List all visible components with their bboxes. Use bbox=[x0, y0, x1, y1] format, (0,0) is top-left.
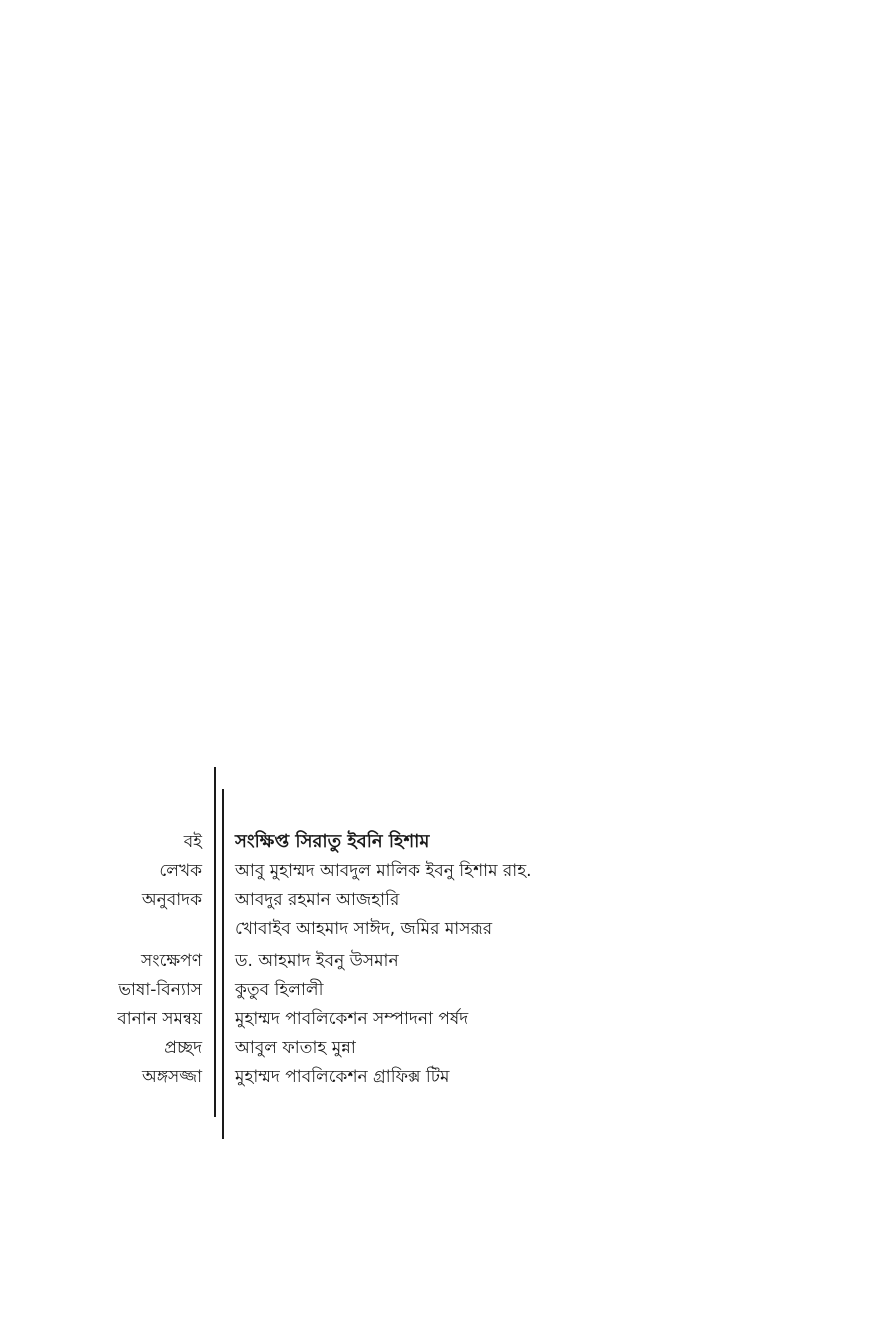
credit-row-author bbox=[0, 857, 870, 886]
credit-label-spelling: বানান সমন্বয় bbox=[117, 1009, 202, 1029]
credit-row-spelling bbox=[0, 1005, 870, 1034]
abridger-name: ড. আহমাদ ইবনু উসমান bbox=[235, 951, 399, 971]
credit-label-author: লেখক bbox=[159, 861, 202, 881]
credit-label-language-editing: ভাষা-বিন্যাস bbox=[118, 980, 202, 1000]
spelling-editor-name: মুহাম্মদ পাবলিকেশন সম্পাদনা পর্ষদ bbox=[235, 1009, 469, 1029]
language-editor-name: কুতুব হিলালী bbox=[235, 980, 324, 1000]
credit-row-abridgement bbox=[0, 947, 870, 976]
credit-row-cover bbox=[0, 1034, 870, 1063]
credit-label-book: বই bbox=[183, 832, 202, 852]
translator-names-extra: খোবাইব আহমাদ সাঈদ, জমির মাসরূর bbox=[235, 919, 493, 939]
credit-row-layout bbox=[0, 1063, 870, 1092]
translator-name: আবদুর রহমান আজহারি bbox=[235, 890, 400, 910]
credits-block bbox=[0, 828, 870, 1092]
credit-row-language-editing bbox=[0, 976, 870, 1005]
credit-row-book bbox=[0, 828, 870, 857]
layout-designer-name: মুহাম্মদ পাবলিকেশন গ্রাফিক্স টিম bbox=[235, 1067, 450, 1087]
cover-designer-name: আবুল ফাতাহ মুন্না bbox=[235, 1038, 356, 1058]
credit-row-translator bbox=[0, 886, 870, 915]
credit-label-translator: অনুবাদক bbox=[141, 890, 202, 910]
credit-label-layout: অঙ্গসজ্জা bbox=[142, 1067, 202, 1087]
book-title: সংক্ষিপ্ত সিরাতু ইবনি হিশাম bbox=[235, 831, 430, 852]
credit-label-abridgement: সংক্ষেপণ bbox=[141, 951, 202, 971]
credit-row-translator-extra bbox=[0, 915, 870, 947]
credit-label-cover: প্রচ্ছদ bbox=[164, 1038, 202, 1058]
author-name: আবু মুহাম্মদ আবদুল মালিক ইবনু হিশাম রাহ. bbox=[235, 861, 532, 881]
